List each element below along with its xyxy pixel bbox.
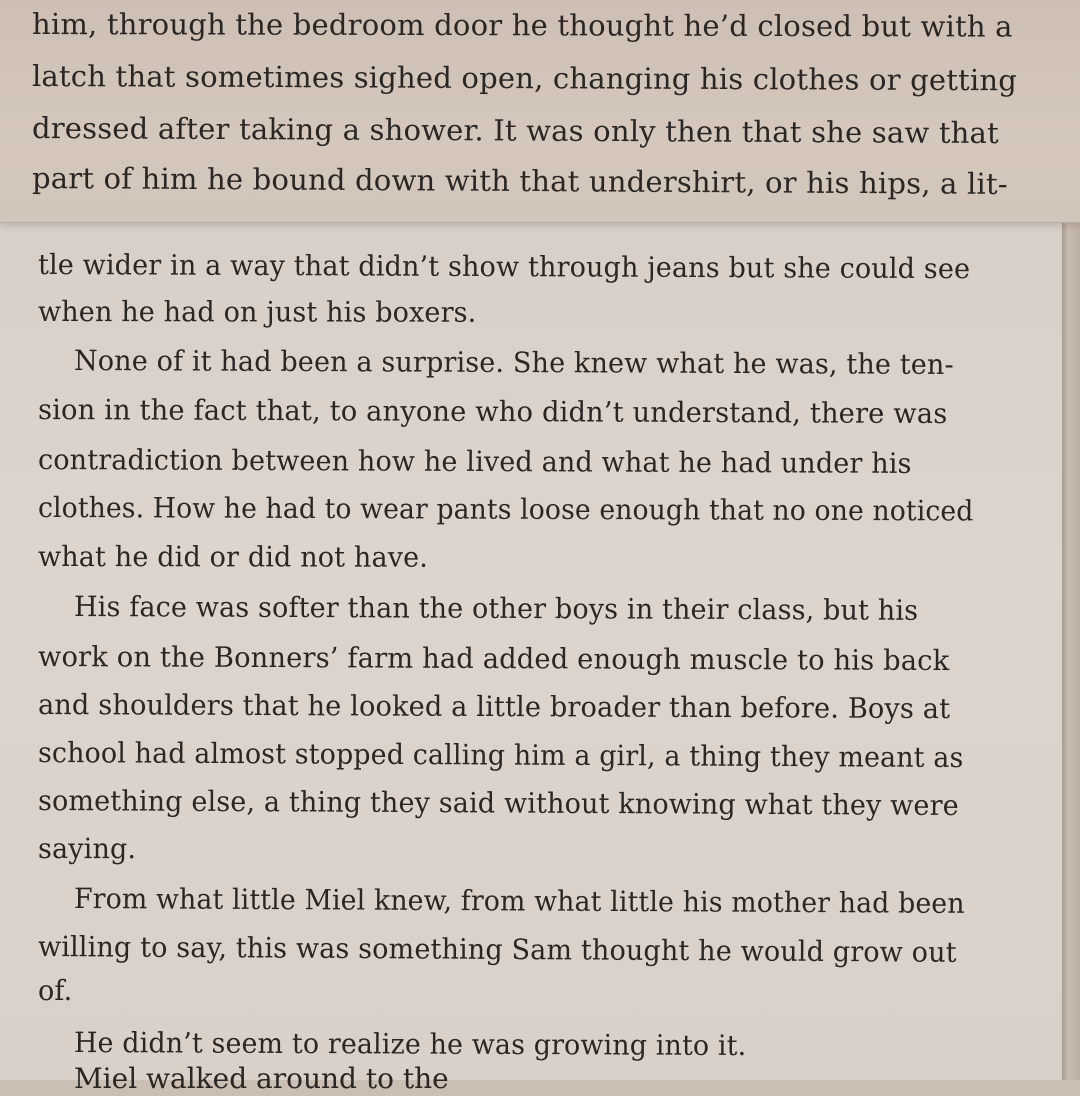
- text-line: work on the Bonners’ farm had added enough muscle to his back: [37, 640, 950, 678]
- text-line: None of it had been a surprise. She knew what he was, the ten-: [73, 344, 954, 381]
- text-line: him, through the bedroom door he thought he’d closed but with a: [31, 7, 1013, 44]
- text-line: dressed after taking a shower. It was only then that she saw that: [31, 111, 1000, 151]
- text-line: and shoulders that he looked a little broader than before. Boys at: [37, 688, 951, 726]
- text-line: clothes. How he had to wear pants loose enough that no one noticed: [37, 491, 974, 528]
- text-line: His face was softer than the other boys in their class, but his: [73, 590, 919, 627]
- text-line: He didn’t seem to realize he was growing into it.: [73, 1026, 747, 1063]
- text-line: of.: [37, 974, 73, 1008]
- text-line: sion in the fact that, to anyone who didn’t understand, there was: [37, 393, 948, 431]
- text-line: when he had on just his boxers.: [37, 295, 477, 329]
- text-line: something else, a thing they said without knowing what they were: [37, 784, 959, 822]
- previous-page: [0, 0, 1080, 223]
- page-edge: [1062, 222, 1080, 1080]
- text-line: willing to say, this was something Sam thought he would grow out: [37, 930, 957, 969]
- text-line: school had almost stopped calling him a girl, a thing they meant as: [37, 736, 964, 775]
- text-line: what he did or did not have.: [37, 540, 429, 574]
- text-line: latch that sometimes sighed open, changing his clothes or getting: [31, 59, 1018, 98]
- text-line-cut-off: Miel walked around to the: [74, 1062, 449, 1095]
- current-page: [0, 222, 1062, 1080]
- text-line: contradiction between how he lived and what he had under his: [37, 443, 912, 480]
- text-line: tle wider in a way that didn’t show through jeans but she could see: [37, 248, 971, 286]
- text-line: part of him he bound down with that undershirt, or his hips, a lit-: [31, 161, 1008, 201]
- text-line: From what little Miel knew, from what little his mother had been: [73, 882, 965, 920]
- text-line: saying.: [37, 832, 137, 866]
